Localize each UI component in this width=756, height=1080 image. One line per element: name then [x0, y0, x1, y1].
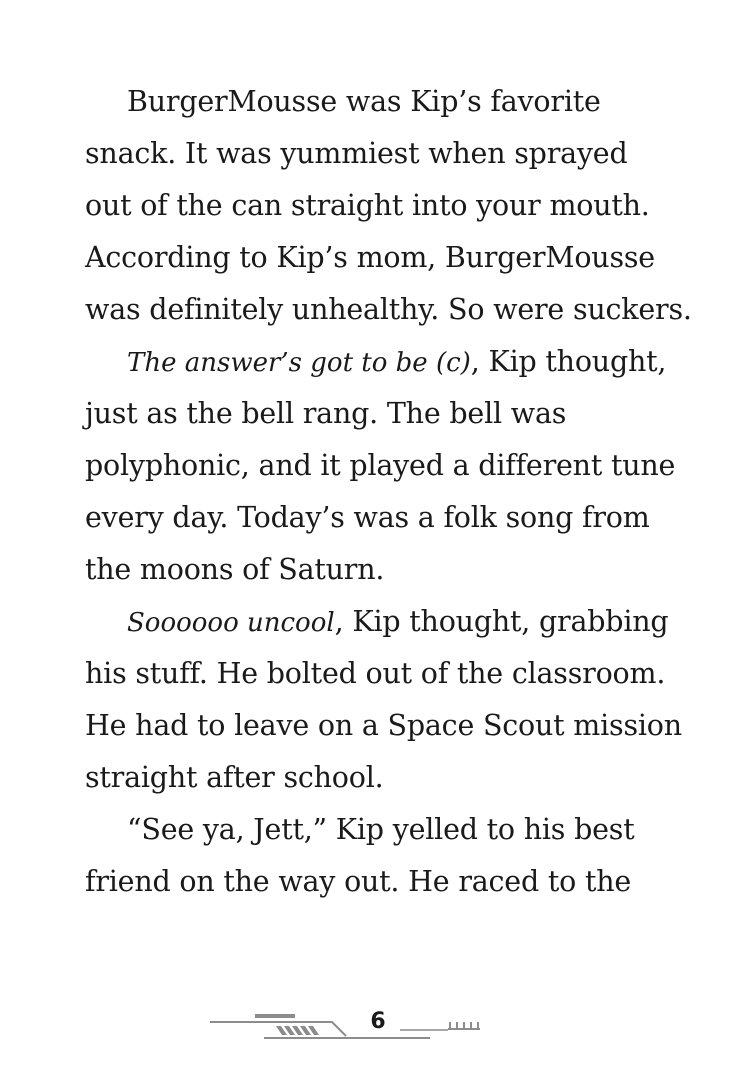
text-line: every day. Today’s was a folk song from	[85, 501, 650, 534]
text-line: Soooooo uncool, Kip thought, grabbing	[127, 605, 669, 638]
page-number: 6	[370, 1009, 386, 1034]
text-line: out of the can straight into your mouth.	[85, 189, 650, 222]
italic-thought: The answer’s got to be (c)	[127, 348, 471, 378]
text-line: polyphonic, and it played a different tune	[85, 449, 676, 482]
page-footer	[0, 1000, 756, 1050]
text-line: BurgerMousse was Kip’s favorite	[127, 85, 601, 118]
text-line: just as the bell rang. The bell was	[85, 397, 567, 430]
text-line: was definitely unhealthy. So were suckers.	[85, 293, 692, 326]
text-line: snack. It was yummiest when sprayed	[85, 137, 628, 170]
italic-thought: Soooooo uncool	[127, 608, 335, 638]
text-line: “See ya, Jett,” Kip yelled to his best	[127, 813, 635, 846]
text-line: straight after school.	[85, 761, 384, 794]
text-line: friend on the way out. He raced to the	[85, 865, 632, 898]
text-line: The answer’s got to be (c), Kip thought,	[127, 345, 667, 378]
text-line: his stuff. He bolted out of the classroom.	[85, 657, 666, 690]
text-line: According to Kip’s mom, BurgerMousse	[85, 241, 655, 274]
body-text	[85, 76, 692, 908]
text-line: He had to leave on a Space Scout mission	[85, 709, 682, 742]
text-line: the moons of Saturn.	[85, 553, 385, 586]
